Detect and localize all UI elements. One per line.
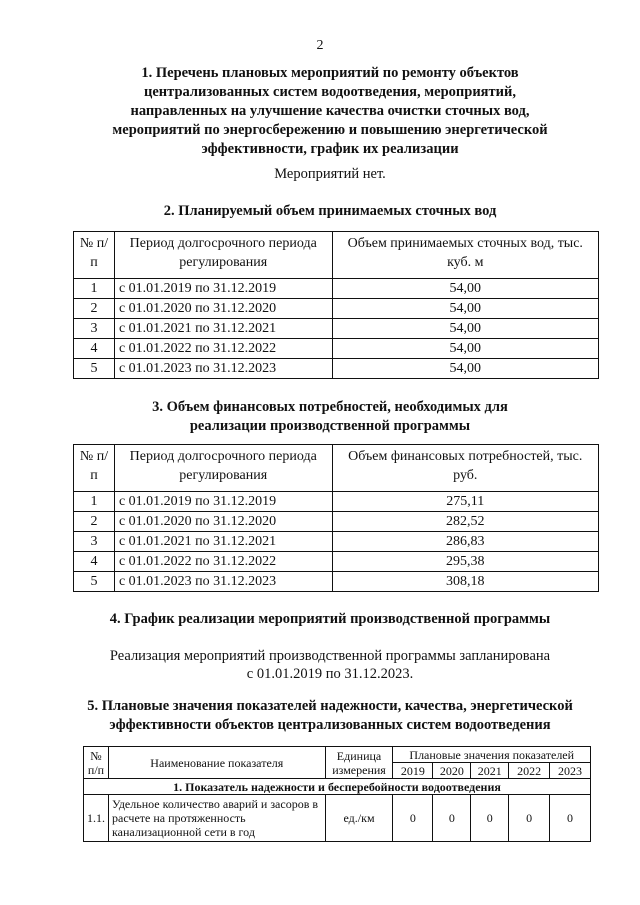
header-volume: Объем принимаемых сточных вод, тыс. куб. м [332, 232, 598, 279]
table-row [74, 572, 599, 592]
section1-title-line: 1. Перечень плановых мероприятий по ремонту объектов [141, 65, 519, 81]
header-name: Наименование показателя [109, 747, 326, 779]
header-period: Период долгосрочного периода регулирования [114, 232, 332, 279]
cell-period: с 01.01.2022 по 31.12.2022 [114, 552, 332, 572]
section1-title-line: централизованных систем водоотведения, мероприятий, [144, 84, 516, 100]
cell-num: 4 [74, 552, 115, 572]
table-header-row [84, 747, 591, 763]
section3-title-line: реализации производственной программы [189, 418, 471, 434]
header-plan: Плановые значения показателей [393, 747, 591, 763]
section1-title [60, 64, 600, 159]
table-header-row [74, 445, 599, 492]
financial-needs-table [73, 444, 599, 592]
cell-period: с 01.01.2019 по 31.12.2019 [114, 492, 332, 512]
cell-value: 54,00 [332, 339, 598, 359]
cell-value: 0 [509, 795, 550, 842]
cell-value: 275,11 [332, 492, 598, 512]
section4-title-line: 4. График реализации мероприятий производственной программы [109, 611, 551, 627]
cell-value: 54,00 [332, 319, 598, 339]
header-year: 2023 [550, 763, 591, 779]
cell-value: 0 [550, 795, 591, 842]
cell-num: 1 [74, 279, 115, 299]
cell-num: 1.1. [84, 795, 109, 842]
section1-text: Мероприятий нет. [274, 166, 386, 182]
section1-title-line: эффективности, график их реализации [201, 141, 459, 157]
cell-value: 282,52 [332, 512, 598, 532]
cell-value: 295,38 [332, 552, 598, 572]
section4-text-line: с 01.01.2019 по 31.12.2023. [246, 666, 414, 682]
cell-unit: ед./км [325, 795, 393, 842]
table-row [74, 552, 599, 572]
section3-title-line: 3. Объем финансовых потребностей, необходимых для [152, 399, 508, 415]
cell-num: 1 [74, 492, 115, 512]
section5-title-line: эффективности объектов централизованных систем водоотведения [109, 717, 551, 733]
header-unit: Единица измерения [325, 747, 393, 779]
cell-period: с 01.01.2022 по 31.12.2022 [114, 339, 332, 359]
header-period: Период долгосрочного периода регулирования [114, 445, 332, 492]
cell-period: с 01.01.2020 по 31.12.2020 [114, 299, 332, 319]
section2-title [60, 202, 600, 221]
cell-period: с 01.01.2021 по 31.12.2021 [114, 319, 332, 339]
cell-name: Удельное количество аварий и засоров в расчете на протяженность канализационной сети в год [109, 795, 326, 842]
section3-title [60, 398, 600, 436]
header-num: № п/п [84, 747, 109, 779]
section5-title [20, 697, 640, 735]
cell-value: 286,83 [332, 532, 598, 552]
cell-value: 54,00 [332, 299, 598, 319]
table-row [74, 492, 599, 512]
section4-text [30, 647, 630, 683]
table-row [74, 319, 599, 339]
cell-num: 5 [74, 572, 115, 592]
cell-value: 54,00 [332, 359, 598, 379]
section4-title [30, 610, 630, 629]
cell-value: 308,18 [332, 572, 598, 592]
section2-title-line: 2. Планируемый объем принимаемых сточных вод [163, 203, 497, 219]
page-number: 2 [316, 38, 324, 53]
table-row [74, 279, 599, 299]
cell-period: с 01.01.2020 по 31.12.2020 [114, 512, 332, 532]
section1-title-line: направленных на улучшение качества очистки сточных вод, [130, 103, 530, 119]
cell-num: 5 [74, 359, 115, 379]
cell-num: 2 [74, 299, 115, 319]
section-row-label: 1. Показатель надежности и бесперебойности водоотведения [84, 779, 591, 795]
section1-title-line: мероприятий по энергосбережению и повышению энергетической [112, 122, 548, 138]
section5-title-line: 5. Плановые значения показателей надежности, качества, энергетической [87, 698, 573, 714]
header-year: 2019 [393, 763, 433, 779]
section4-text-line: Реализация мероприятий производственной программы запланирована [109, 648, 551, 664]
cell-num: 3 [74, 532, 115, 552]
table-section-row [84, 779, 591, 795]
header-year: 2020 [433, 763, 471, 779]
header-num: № п/п [74, 232, 115, 279]
header-year: 2022 [509, 763, 550, 779]
cell-value: 0 [393, 795, 433, 842]
header-year: 2021 [471, 763, 509, 779]
cell-period: с 01.01.2023 по 31.12.2023 [114, 572, 332, 592]
cell-period: с 01.01.2023 по 31.12.2023 [114, 359, 332, 379]
table-row [74, 299, 599, 319]
indicators-table [83, 746, 591, 842]
cell-value: 0 [433, 795, 471, 842]
cell-num: 3 [74, 319, 115, 339]
table-row [74, 359, 599, 379]
table-row [74, 532, 599, 552]
header-finance: Объем финансовых потребностей, тыс. руб. [332, 445, 598, 492]
table-row [84, 795, 591, 842]
table-header-row [74, 232, 599, 279]
cell-value: 54,00 [332, 279, 598, 299]
cell-num: 2 [74, 512, 115, 532]
table-row [74, 512, 599, 532]
water-volume-table [73, 231, 599, 379]
table-row [74, 339, 599, 359]
header-num: № п/п [74, 445, 115, 492]
cell-period: с 01.01.2021 по 31.12.2021 [114, 532, 332, 552]
cell-num: 4 [74, 339, 115, 359]
cell-value: 0 [471, 795, 509, 842]
cell-period: с 01.01.2019 по 31.12.2019 [114, 279, 332, 299]
